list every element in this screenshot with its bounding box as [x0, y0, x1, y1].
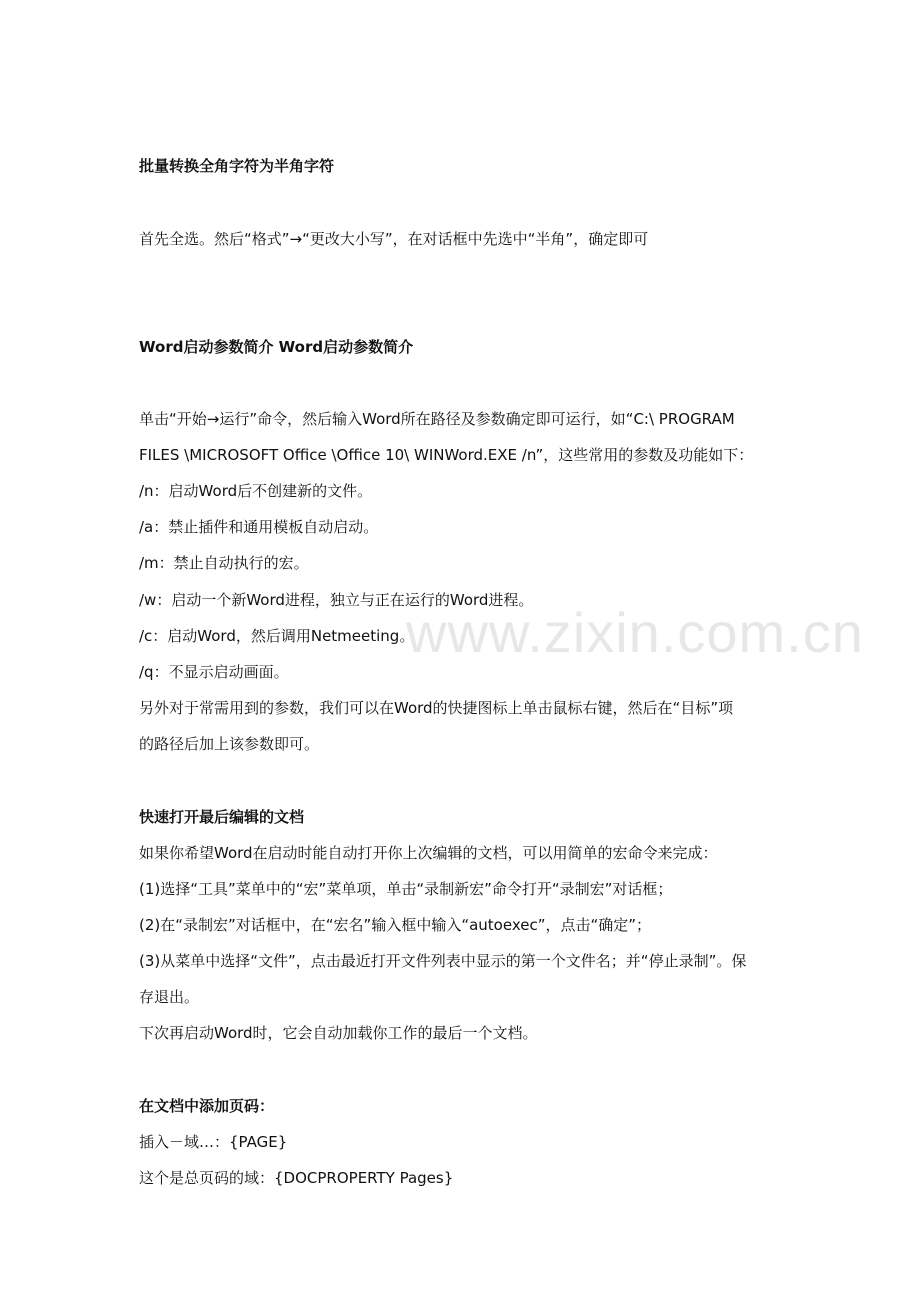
paragraph-shortcut-note-1: 另外对于常需用到的参数，我们可以在Word的快捷图标上单击鼠标右键，然后在“目标”项 — [139, 699, 734, 717]
section-heading-fullwidth: 批量转换全角字符为半角字符 — [139, 157, 335, 175]
param-item-c: /c：启动Word，然后调用Netmeeting。 — [139, 627, 415, 645]
param-item-n: /n：启动Word后不创建新的文件。 — [139, 482, 373, 500]
paragraph-step-2: (2)在“录制宏”对话框中，在“宏名”输入框中输入“autoexec”，点击“确定”； — [139, 916, 652, 934]
section-heading-page-numbers: 在文档中添加页码： — [139, 1097, 275, 1115]
section-heading-word-params: Word启动参数简介 Word启动参数简介 — [139, 338, 414, 356]
param-item-m: /m：禁止自动执行的宏。 — [139, 554, 309, 572]
watermark-text: www.zixin.com.cn — [406, 601, 864, 664]
paragraph-step-3a: (3)从菜单中选择“文件”，点击最近打开文件列表中显示的第一个文件名；并“停止录制”。保 — [139, 952, 747, 970]
paragraph-shortcut-note-2: 的路径后加上该参数即可。 — [139, 735, 320, 753]
paragraph-macro-intro: 如果你希望Word在启动时能自动打开你上次编辑的文档，可以用简单的宏命令来完成： — [139, 844, 718, 862]
paragraph-total-pages-field: 这个是总页码的域：{DOCPROPERTY Pages} — [139, 1169, 454, 1187]
paragraph-macro-outro: 下次再启动Word时，它会自动加载你工作的最后一个文档。 — [139, 1024, 538, 1042]
paragraph-run-command-1: 单击“开始→运行”命令，然后输入Word所在路径及参数确定即可运行，如“C:\ PROGRAM — [139, 410, 735, 428]
paragraph-step-1: (1)选择“工具”菜单中的“宏”菜单项，单击“录制新宏”命令打开“录制宏”对话框； — [139, 880, 673, 898]
section-heading-open-last: 快速打开最后编辑的文档 — [139, 808, 305, 826]
param-item-w: /w：启动一个新Word进程，独立与正在运行的Word进程。 — [139, 591, 534, 609]
paragraph-run-command-2: FILES \MICROSOFT Office \Office 10\ WINWord.EXE /n”，这些常用的参数及功能如下： — [139, 446, 754, 464]
param-item-q: /q：不显示启动画面。 — [139, 663, 289, 681]
paragraph-step-3b: 存退出。 — [139, 988, 200, 1006]
paragraph-fullwidth-steps: 首先全选。然后“格式”→“更改大小写”，在对话框中先选中“半角”，确定即可 — [139, 230, 649, 248]
paragraph-page-field: 插入－域…：{PAGE} — [139, 1133, 288, 1151]
param-item-a: /a：禁止插件和通用模板自动启动。 — [139, 518, 379, 536]
